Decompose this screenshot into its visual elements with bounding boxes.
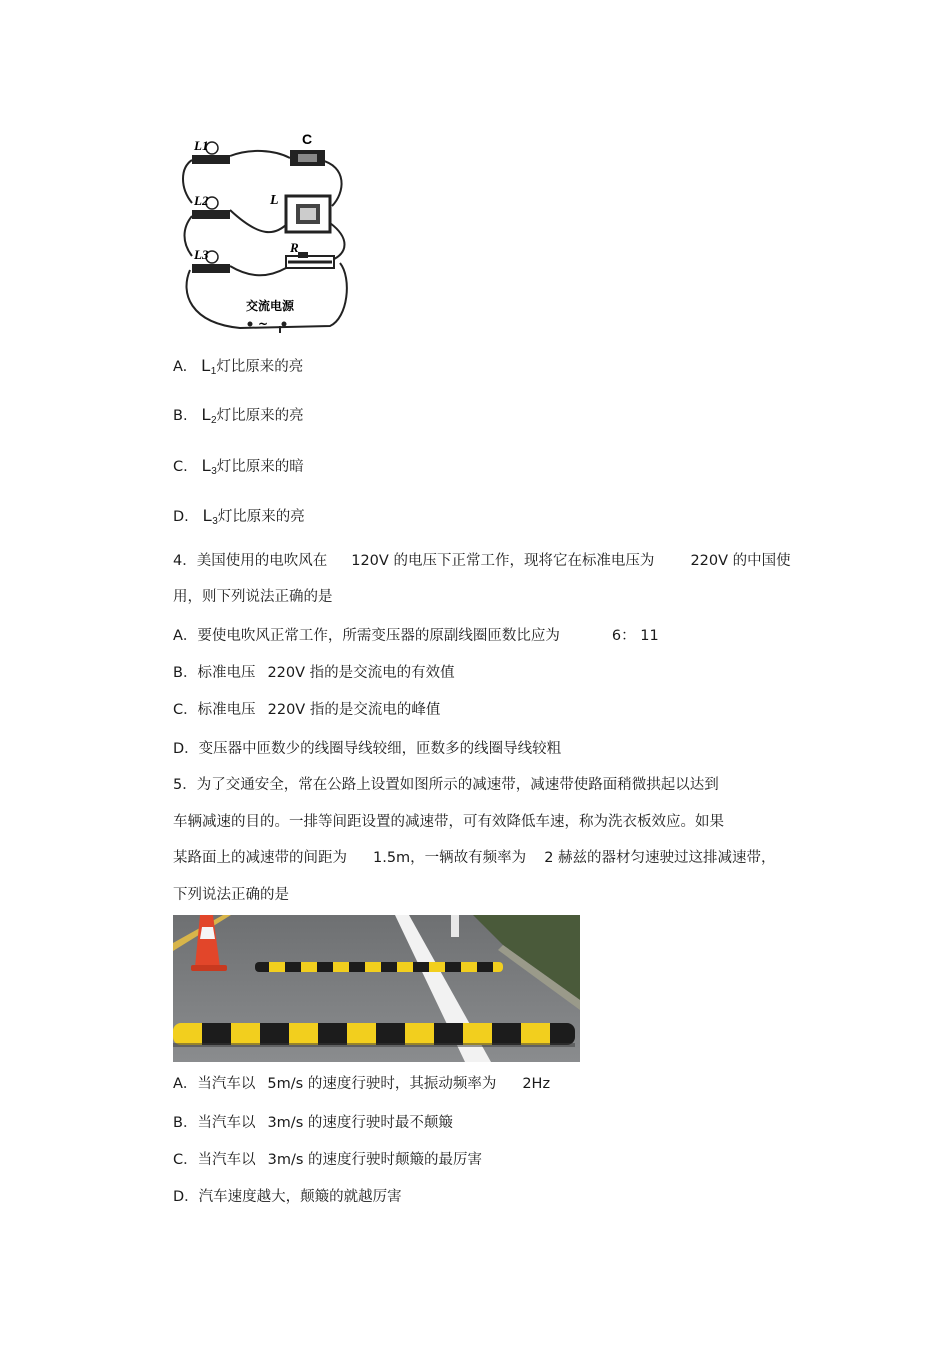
q4-option-d: D．变压器中匝数少的线圈导线较细，匝数多的线圈导线较粗 xyxy=(173,741,562,757)
q4-stem-line2: 用，则下列说法正确的是 xyxy=(173,589,333,605)
q4-option-c: C．标准电压 220V 指的是交流电的峰值 xyxy=(173,702,441,718)
label-R: R xyxy=(290,240,299,255)
lamp-symbol: $L_2$ xyxy=(201,405,217,426)
q5-stem-line2: 车辆减速的目的。一排等间距设置的减速带，可有效降低车速，称为洗衣板效应。如果 xyxy=(173,814,724,830)
q5-stem-line1: 5．为了交通安全，常在公路上设置如图所示的减速带，减速带使路面稍微拱起以达到 xyxy=(173,777,719,793)
speed-bump-photo xyxy=(173,915,580,1062)
q3-option-a: A. $L_1$灯比原来的亮 xyxy=(173,356,304,377)
circuit-diagram xyxy=(180,128,355,333)
q4-stem-line1: 4．美国使用的电吹风在 120V 的电压下正常工作，现将它在标准电压为 220V 的中国使 xyxy=(173,553,791,569)
q5-option-d: D．汽车速度越大，颠簸的就越厉害 xyxy=(173,1189,402,1205)
label-L: L xyxy=(270,193,279,208)
label-ac-source: 交流电源 xyxy=(246,299,295,313)
q4-option-b: B．标准电压 220V 指的是交流电的有效值 xyxy=(173,665,455,681)
lamp-symbol: $L_3$ xyxy=(202,506,218,527)
q5-stem-line4: 下列说法正确的是 xyxy=(173,887,289,903)
q3-option-b: B. $L_2$灯比原来的亮 xyxy=(173,405,304,426)
q5-stem-line3: 某路面上的减速带的间距为 1.5m，一辆故有频率为 2 赫兹的器材匀速驶过这排减速带， xyxy=(173,850,776,866)
q3-option-c: C. $L_3$灯比原来的暗 xyxy=(173,456,304,477)
label-C: C xyxy=(302,131,313,147)
lamp-symbol: $L_1$ xyxy=(201,356,217,377)
capacitor xyxy=(290,150,325,166)
label-L1: L1 xyxy=(194,138,209,153)
q5-option-b: B．当汽车以 3m/s 的速度行驶时最不颠簸 xyxy=(173,1115,453,1131)
label-tilde: ~ xyxy=(258,317,269,331)
label-L3: L3 xyxy=(194,247,209,262)
q5-option-c: C．当汽车以 3m/s 的速度行驶时颠簸的最厉害 xyxy=(173,1152,483,1168)
label-L2: L2 xyxy=(194,193,209,208)
lamp-symbol: $L_3$ xyxy=(201,456,217,477)
q4-option-a: A．要使电吹风正常工作，所需变压器的原副线圈匝数比应为 6： 11 xyxy=(173,628,659,644)
inductor xyxy=(286,196,330,232)
q3-option-d: D. $L_3$灯比原来的亮 xyxy=(173,506,305,527)
q5-option-a: A．当汽车以 5m/s 的速度行驶时，其振动频率为 2Hz xyxy=(173,1076,551,1092)
